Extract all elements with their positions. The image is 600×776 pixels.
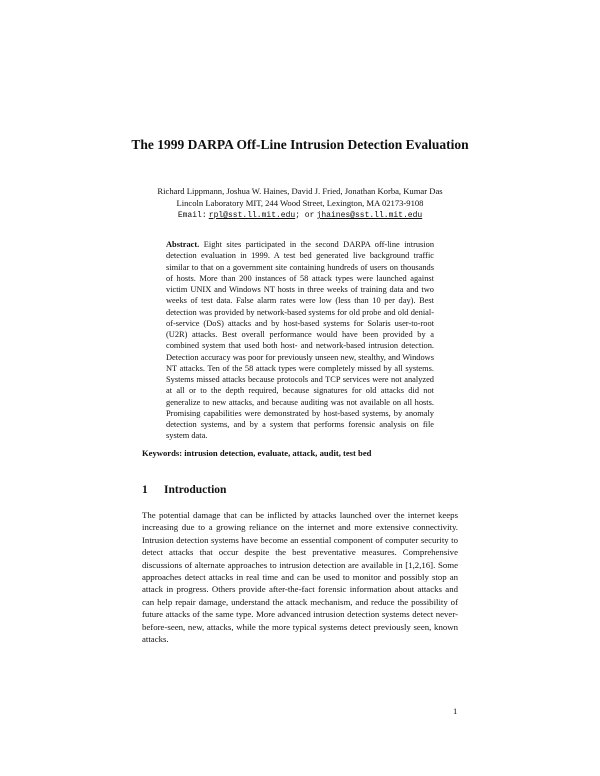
keywords	[142, 448, 462, 458]
email-separator: ; or	[295, 211, 315, 220]
section-number: 1	[142, 484, 148, 496]
abstract-label: Abstract.	[166, 240, 200, 249]
section-heading	[142, 484, 226, 496]
affiliation: Lincoln Laboratory MIT, 244 Wood Street, Lexington, MA 02173-9108	[176, 197, 424, 208]
page-number: 1	[453, 706, 458, 716]
intro-paragraph: The potential damage that can be inflicted by attacks launched over the internet keeps increasing due to a growing reliance on the internet and more extensive connectivity. Intrusion detection systems have become an essential component of computer security to detect attacks that occur despite the best preventative measures. Comprehensive discussions of alternate approaches to intrusion detection are available in [1,2,16]. Some approaches detect attacks in real time and can be used to monitor and possibly stop an attack in progress. Others provide after-the-fact forensic information about attacks and can help repair damage, understand the attack mechanism, and reduce the possibility of future attacks of the same type. More advanced intrusion detection systems detect never-before-seen, new, attacks, while the more typical systems detect previously seen, known attacks.	[142, 510, 458, 645]
section-title: Introduction	[164, 484, 227, 496]
abstract-text: Eight sites participated in the second DARPA off-line intrusion detection evaluation in 1999. A test bed generated live background traffic similar to that on a government site containing hundreds of users on thousands of hosts. More than 200 instances of 58 attack types were launched against victim UNIX and Windows NT hosts in three weeks of training data and two weeks of test data. False alarm rates were low (less than 10 per day). Best detection was provided by network-based systems for old probe and old denial-of-service (DoS) attacks and by host-based systems for Solaris user-to-root (U2R) attacks. Best overall performance would have been provided by a combined system that used both host- and network-based intrusion detection. Detection accuracy was poor for previously unseen new, stealthy, and Windows NT attacks. Ten of the 58 attack types were completely missed by all systems. Systems missed attacks because protocols and TCP services were not analyzed at all or to the depth required, because signatures for old attacks did not generalize to new attacks, and because auditing was not available on all hosts. Promising capabilities were demonstrated by host-based systems, by anomaly detection systems, and by a system that performs forensic analysis on file system data.	[166, 240, 435, 441]
email-line	[100, 209, 500, 222]
author-block	[100, 186, 500, 222]
keywords-text: intrusion detection, evaluate, attack, audit, test bed	[184, 448, 372, 458]
abstract	[166, 239, 434, 442]
keywords-label: Keywords:	[142, 448, 183, 458]
email-label: Email:	[177, 211, 207, 220]
author-list: Richard Lippmann, Joshua W. Haines, David J. Fried, Jonathan Korba, Kumar Das	[157, 186, 443, 196]
email-link-jhaines[interactable]: jhaines@sst.ll.mit.edu	[316, 211, 423, 220]
paper-title: The 1999 DARPA Off-Line Intrusion Detection Evaluation	[131, 137, 469, 152]
email-link-rpl[interactable]: rpl@sst.ll.mit.edu	[208, 211, 296, 220]
